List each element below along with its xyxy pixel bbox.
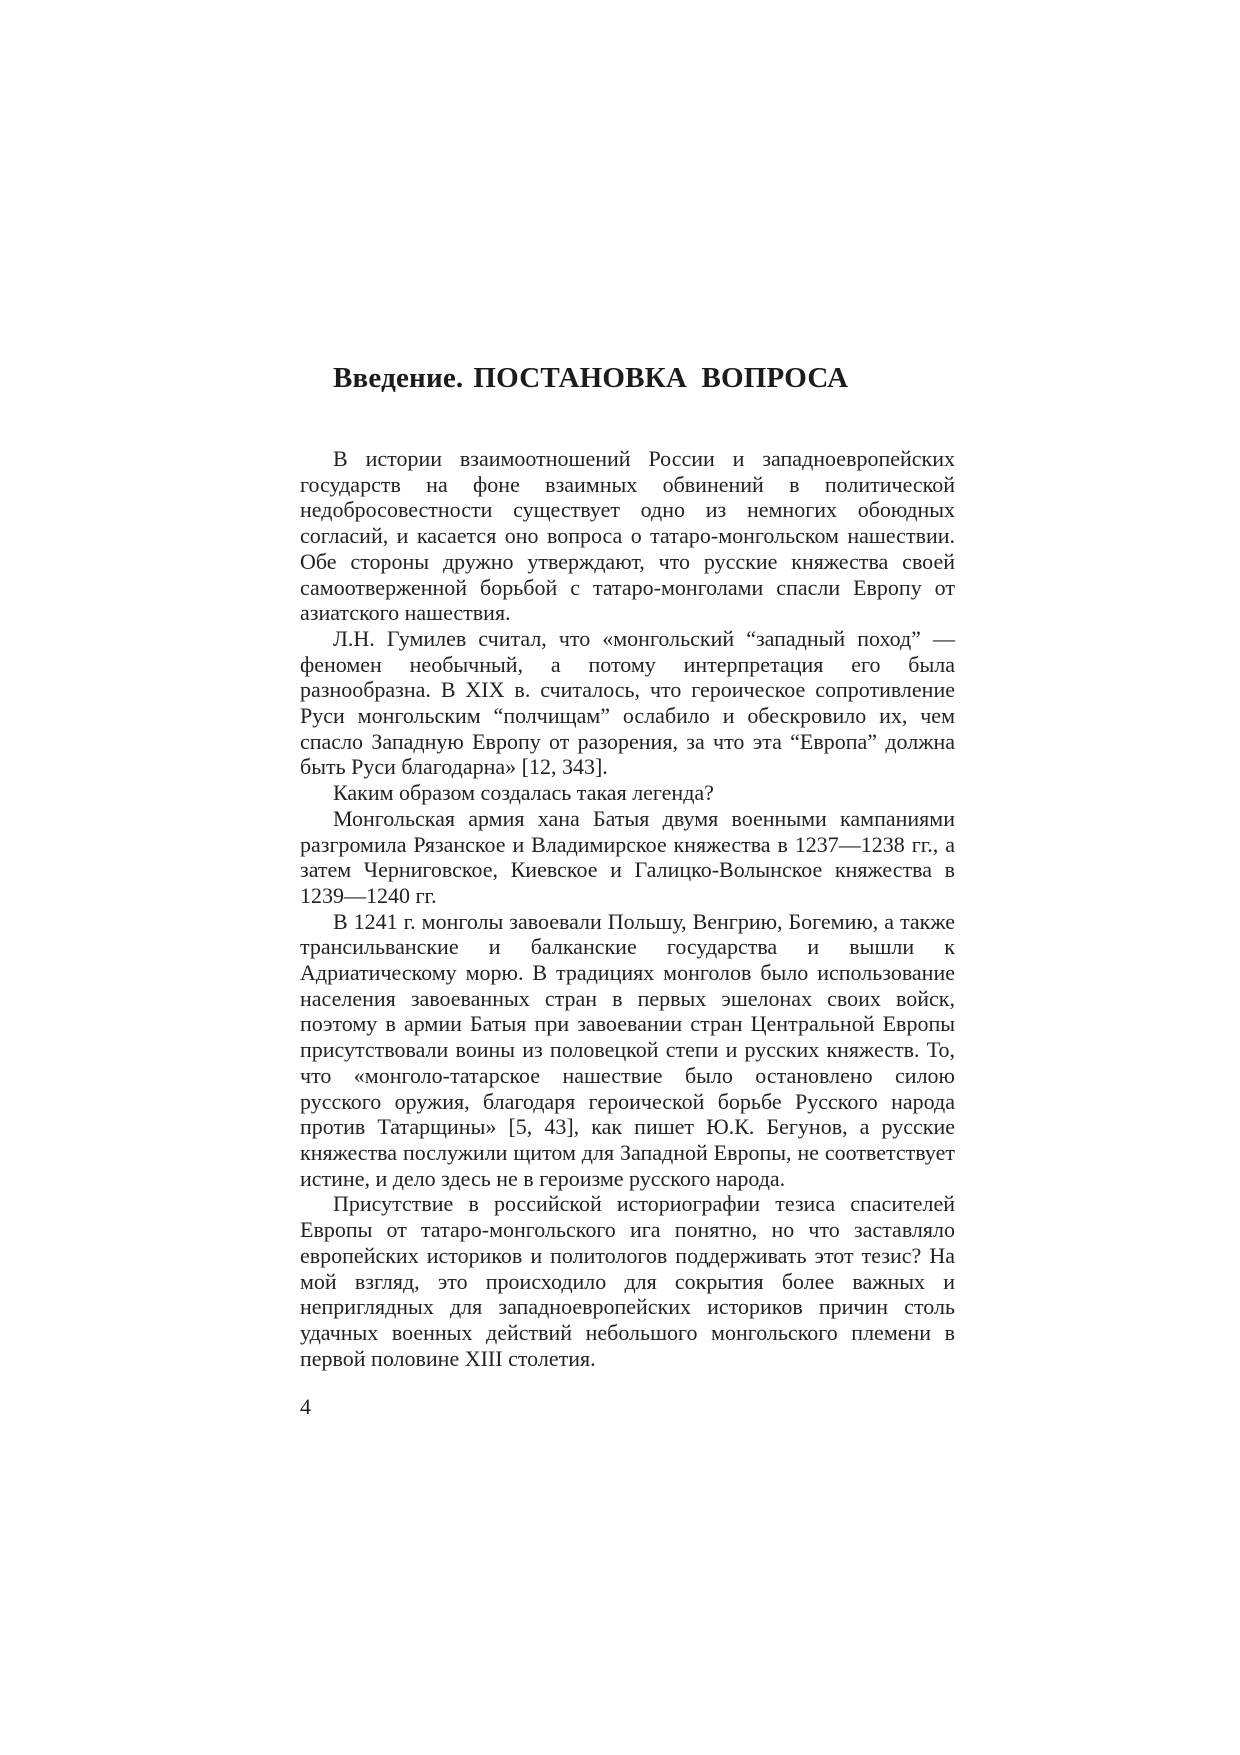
body-text xyxy=(300,446,955,1371)
paragraph: Каким образом создалась такая легенда? xyxy=(333,780,714,806)
paragraph: Л.Н. Гумилев считал, что «монгольский “западный поход” — феномен необычный, а потому интерпретация его была разнообразна. В XIX в. считалось, что героическое сопротивление Руси монгольским “полчищам” ослабило и обескровило их, чем спасло Западную Европу от разорения, за что эта “Европа” должна быть Руси благодарна» [12, 343]. xyxy=(300,625,955,780)
paragraph: В 1241 г. монголы завоевали Польшу, Венгрию, Богемию, а также трансильванские и балканские государства и вышли к Адриатическому морю. В традициях монголов было использование населения завоеванных стран в первых эшелонах своих войск, поэтому в армии Батыя при завоевании стран Центральной Европы присутствовали воины из половецкой степи и русских княжеств. То, что «монголо-татарское нашествие было остановлено силою русского оружия, благодаря героической борьбе Русского народа против Татарщины» [5, 43], как пишет Ю.К. Бегунов, а русские княжества послужили щитом для Западной Европы, не соответствует истине, и дело здесь не в героизме русского народа. xyxy=(300,908,955,1191)
page-title xyxy=(333,362,848,395)
title-main: ПОСТАНОВКА ВОПРОСА xyxy=(473,362,849,394)
title-prefix: Введение. xyxy=(333,362,464,394)
paragraph: Монгольская армия хана Батыя двумя военными кампаниями разгромила Рязанское и Владимирское княжества в 1237—1238 гг., а затем Черниговское, Киевское и Галицко-Волынское княжества в 1239—1240 гг. xyxy=(300,805,955,908)
paragraph: Присутствие в российской историографии тезиса спасителей Европы от татаро-монгольского ига понятно, но что заставляло европейских историков и политологов поддерживать этот тезис? На мой взгляд, это происходило для сокрытия более важных и неприглядных для западноевропейских историков причин столь удачных военных действий небольшого монгольского племени в первой половине XIII столетия. xyxy=(300,1191,955,1371)
page-number: 4 xyxy=(300,1394,311,1419)
paragraph: В истории взаимоотношений России и западноевропейских государств на фоне взаимных обвинений в политической недобросовестности существует одно из немногих обоюдных согласий, и касается оно вопроса о татаро-монгольском нашествии. Обе стороны дружно утверждают, что русские княжества своей самоотверженной борьбой с татаро-монголами спасли Европу от азиатского нашествия. xyxy=(300,446,955,626)
